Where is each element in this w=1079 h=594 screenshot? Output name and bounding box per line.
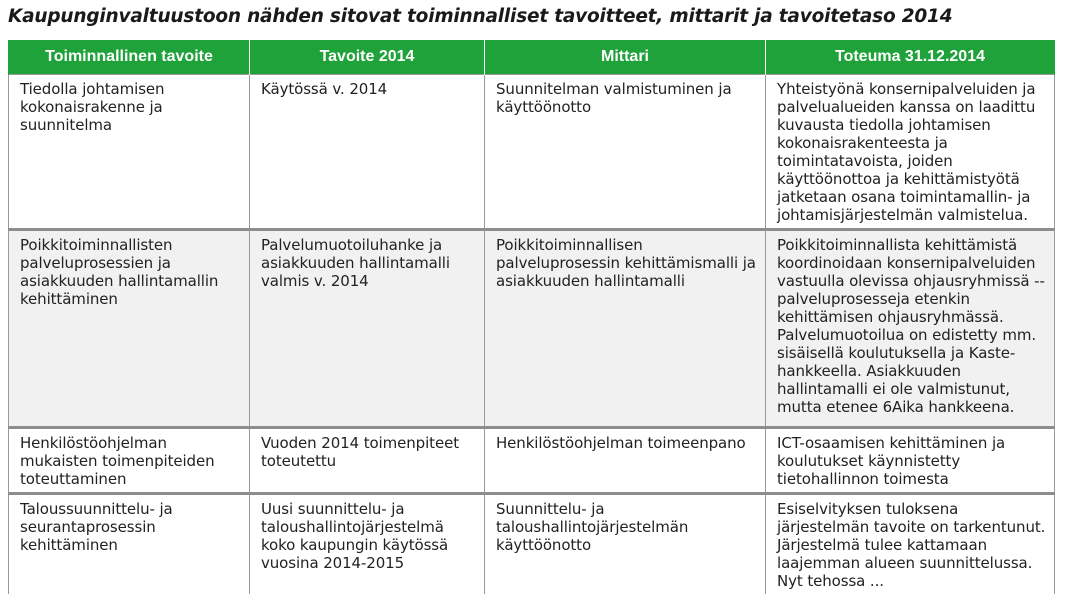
goal-cell: Henkilöstöohjelman mukaisten toimenpiteiden toteuttaminen <box>9 428 250 494</box>
meter-cell: Suunnitelman valmistuminen ja käyttöönotto <box>485 75 766 230</box>
target-cell: Käytössä v. 2014 <box>250 75 485 230</box>
goal-cell: Tiedolla johtamisen kokonaisrakenne ja suunnitelma <box>9 75 250 230</box>
meter-cell: Suunnittelu- ja taloushallintojärjestelmän käyttöönotto <box>485 494 766 594</box>
table-header-row <box>9 40 1055 75</box>
table-row <box>9 230 1055 428</box>
column-header-target: Tavoite 2014 <box>250 40 485 75</box>
result-cell: Poikkitoiminnallista kehittämistä koordinoidaan konsernipalveluiden vastuulla olevissa ohjausryhmissä -- palveluprosesseja etenkin kehittämisen ohjausryhmässä. Palvelumuotoilua on edistetty mm. sisäisellä koulutuksella ja Kaste-hankkeella. Asiakkuuden hallintamalli ei ole valmistunut, mutta etenee 6Aika hankkeena. <box>766 230 1055 428</box>
result-cell: ICT-osaamisen kehittäminen ja koulutukset käynnistetty tietohallinnon toimesta <box>766 428 1055 494</box>
table-row <box>9 428 1055 494</box>
meter-cell: Poikkitoiminnallisen palveluprosessin kehittämismalli ja asiakkuuden hallintamalli <box>485 230 766 428</box>
target-cell: Uusi suunnittelu- ja taloushallintojärjestelmä koko kaupungin käytössä vuosina 2014-2015 <box>250 494 485 594</box>
goal-cell: Taloussuunnittelu- ja seurantaprosessin kehittäminen <box>9 494 250 594</box>
result-cell: Yhteistyönä konsernipalveluiden ja palvelualueiden kanssa on laadittu kuvausta tiedolla johtamisen kokonaisrakenteesta ja toimintatavoista, joiden käyttöönottoa ja kehittämistyötä jatketaan osana toimintamallin- ja johtamisjärjestelmän valmistelua. <box>766 75 1055 230</box>
column-header-meter: Mittari <box>485 40 766 75</box>
goal-cell: Poikkitoiminnallisten palveluprosessien ja asiakkuuden hallintamallin kehittäminen <box>9 230 250 428</box>
table-row <box>9 75 1055 230</box>
target-cell: Vuoden 2014 toimenpiteet toteutettu <box>250 428 485 494</box>
page-title: Kaupunginvaltuustoon nähden sitovat toiminnalliset tavoitteet, mittarit ja tavoitetaso 2014 <box>8 6 953 27</box>
column-header-goal: Toiminnallinen tavoite <box>9 40 250 75</box>
column-header-result: Toteuma 31.12.2014 <box>766 40 1055 75</box>
goals-table <box>8 40 1055 594</box>
target-cell: Palvelumuotoiluhanke ja asiakkuuden hallintamalli valmis v. 2014 <box>250 230 485 428</box>
table-row <box>9 494 1055 594</box>
meter-cell: Henkilöstöohjelman toimeenpano <box>485 428 766 494</box>
result-cell: Esiselvityksen tuloksena järjestelmän tavoite on tarkentunut. Järjestelmä tulee kattamaan laajemman alueen suunnittelussa. Nyt tehossa ... <box>766 494 1055 594</box>
